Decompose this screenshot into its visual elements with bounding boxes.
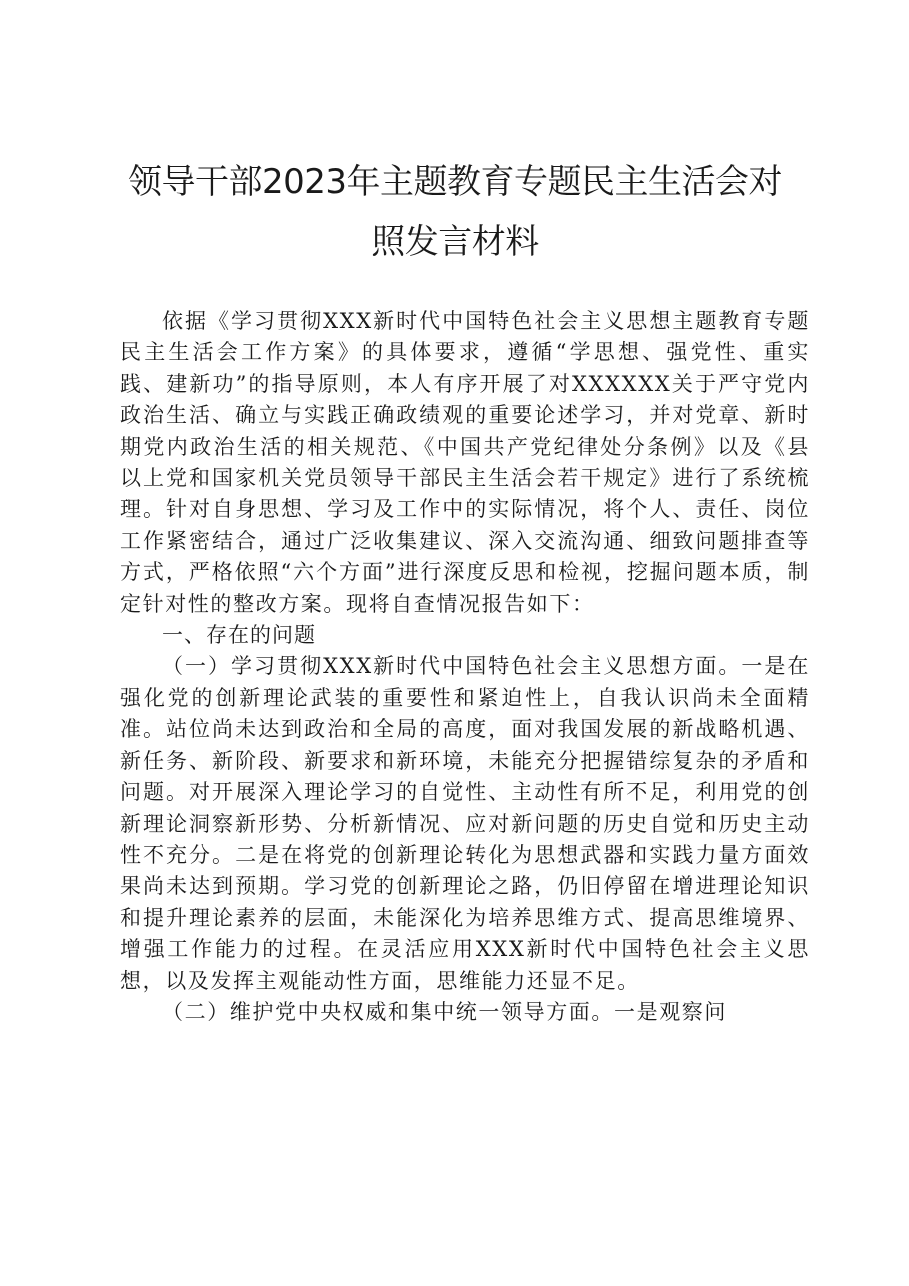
document-title [110,152,800,272]
subsection-2-paragraph: （二）维护党中央权威和集中统一领导方面。一是观察问 [162,999,727,1024]
intro-paragraph: 依据《学习贯彻XXX新时代中国特色社会主义思想主题教育专题民主生活会工作方案》的具体要求，遵循“学思想、强党性、重实践、建新功”的指导原则，本人有序开展了对XXXXXX关于严守党内政治生活、确立与实践正确政绩观的重要论述学习，并对党章、新时期党内政治生活的相关规范、《中国共产党纪律处分条例》以及《县以上党和国家机关党员领导干部民主生活会若干规定》进行了系统梳理。针对自身思想、学习及工作中的实际情况，将个人、责任、岗位工作紧密结合，通过广泛收集建议、深入交流沟通、细致问题排查等方式，严格依照“六个方面”进行深度反思和检视，挖掘问题本质，制定针对性的整改方案。现将自查情况报告如下： [120,309,810,616]
title-line-1: 领导干部2023年主题教育专题民主生活会对 [127,162,783,202]
section-heading-problems: 一、存在的问题 [162,623,316,648]
subsection-1-paragraph: （一）学习贯彻XXX新时代中国特色社会主义思想方面。一是在强化党的创新理论武装的重要性和紧迫性上，自我认识尚未全面精准。站位尚未达到政治和全局的高度，面对我国发展的新战略机遇、新任务、新阶段、新要求和新环境，未能充分把握错综复杂的矛盾和问题。对开展深入理论学习的自觉性、主动性有所不足，利用党的创新理论洞察新形势、分析新情况、应对新问题的历史自觉和历史主动性不充分。二是在将党的创新理论转化为思想武器和实践力量方面效果尚未达到预期。学习党的创新理论之路，仍旧停留在增进理论知识和提升理论素养的层面，未能深化为培养思维方式、提高思维境界、增强工作能力的过程。在灵活应用XXX新时代中国特色社会主义思想，以及发挥主观能动性方面，思维能力还显不足。 [120,654,810,993]
document-body [120,306,810,1028]
title-line-2: 照发言材料 [371,222,539,262]
